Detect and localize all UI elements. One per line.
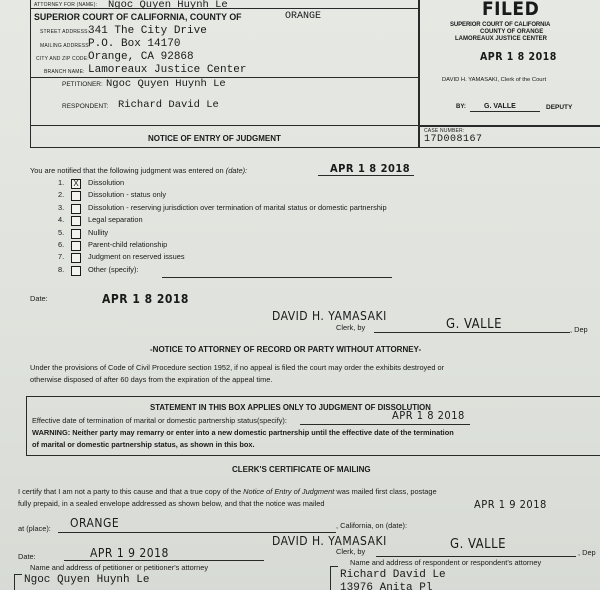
option-checkbox[interactable] bbox=[71, 229, 81, 239]
filed-by-name: G. VALLE bbox=[484, 103, 516, 110]
notice-title: NOTICE OF ENTRY OF JUDGMENT bbox=[148, 134, 281, 143]
option-checkbox[interactable] bbox=[71, 241, 81, 251]
option-checkbox[interactable] bbox=[71, 253, 81, 263]
notice-attorney-line1: Under the provisions of Code of Civil Procedure section 1952, if no appeal is filed the court may order the exhibits destroyed or bbox=[30, 363, 445, 372]
option-number: 3. bbox=[58, 202, 65, 212]
notice-attorney-title: -NOTICE TO ATTORNEY OF RECORD OR PARTY WITHOUT ATTORNEY- bbox=[150, 345, 422, 354]
statement-title: STATEMENT IN THIS BOX APPLIES ONLY TO JUDGMENT OF DISSOLUTION bbox=[150, 403, 431, 412]
option-label: Legal separation bbox=[88, 215, 143, 225]
cert-deputy-name: G. VALLE bbox=[450, 537, 507, 552]
petitioner-name: Ngoc Quyen Huynh Le bbox=[106, 78, 226, 90]
option-label: Parent-child relationship bbox=[88, 240, 168, 249]
option-checkbox[interactable] bbox=[71, 266, 81, 276]
city-zip: Orange, CA 92868 bbox=[88, 51, 194, 63]
respondent-address-partial: 13976 Anita Pl bbox=[340, 582, 433, 590]
option-label: Dissolution - status only bbox=[88, 190, 167, 200]
petitioner-attorney-name: Ngoc Quyen Huynh Le bbox=[24, 574, 150, 586]
respondent-name: Richard David Le bbox=[118, 99, 219, 111]
street-address: 341 The City Drive bbox=[88, 25, 207, 37]
petitioner-attorney-label: Name and address of petitioner or petitioner's attorney bbox=[30, 563, 209, 572]
option-number: 1. bbox=[58, 178, 65, 187]
notice-attorney-line2: otherwise disposed of after 60 days from the expiration of the appeal time. bbox=[30, 375, 273, 384]
filed-branch: LAMOREAUX JUSTICE CENTER bbox=[455, 36, 548, 42]
branch-label: BRANCH NAME: bbox=[44, 69, 85, 75]
date-label: Date: bbox=[30, 294, 48, 303]
filed-deputy: DEPUTY bbox=[546, 104, 573, 111]
filed-clerk: DAVID H. YAMASAKI, Clerk of the Court bbox=[442, 77, 547, 83]
case-number-label: CASE NUMBER: bbox=[424, 128, 465, 134]
mailing-place: ORANGE bbox=[70, 516, 120, 530]
option-checkbox[interactable] bbox=[71, 204, 81, 214]
filed-court: SUPERIOR COURT OF CALIFORNIA bbox=[450, 22, 551, 28]
deputy-name: G. VALLE bbox=[446, 317, 503, 332]
option-number: 8. bbox=[58, 264, 65, 274]
option-number: 6. bbox=[58, 240, 65, 249]
option-number: 5. bbox=[58, 227, 65, 237]
mailing-label: MAILING ADDRESS: bbox=[40, 43, 91, 49]
certificate-title: CLERK'S CERTIFICATE OF MAILING bbox=[232, 465, 371, 474]
filed-stamp: FILED bbox=[482, 0, 540, 20]
warning-line2: of marital or domestic partnership status, as shown in this box. bbox=[32, 440, 255, 449]
city-label: CITY AND ZIP CODE: bbox=[36, 56, 89, 62]
filed-county: COUNTY OF ORANGE bbox=[480, 29, 544, 35]
option-checkbox[interactable] bbox=[71, 191, 81, 201]
certificate-line1: I certify that I am not a party to this cause and that a true copy of the Notice of Entry of Judgment was mailed first class, postage bbox=[18, 487, 437, 496]
effective-label: Effective date of termination of marital or domestic partnership status(specify): bbox=[32, 416, 287, 425]
filed-by-label: BY: bbox=[456, 104, 466, 110]
at-place-label: at (place): bbox=[18, 524, 51, 533]
warning-line1: WARNING: Neither party may remarry or enter into a new domestic partnership until the effective date of the termination bbox=[32, 428, 454, 437]
attorney-for-label: ATTORNEY FOR (NAME): bbox=[34, 2, 98, 8]
judgment-intro: You are notified that the following judgment was entered on (date): bbox=[30, 166, 248, 175]
option-number: 2. bbox=[58, 190, 65, 200]
cert-clerk-by: Clerk, by bbox=[336, 547, 366, 556]
mailed-date: APR 1 9 2018 bbox=[474, 498, 547, 511]
option-label: Judgment on reserved issues bbox=[88, 252, 185, 262]
option-checkbox[interactable]: X bbox=[71, 179, 81, 189]
option-label: Other (specify): bbox=[88, 264, 139, 274]
street-label: STREET ADDRESS: bbox=[40, 29, 90, 35]
mailing-address: P.O. Box 14170 bbox=[88, 38, 181, 50]
cert-clerk-name: DAVID H. YAMASAKI bbox=[272, 534, 387, 548]
option-number: 7. bbox=[58, 252, 65, 262]
county-name: ORANGE bbox=[285, 11, 322, 22]
option-label: Nullity bbox=[88, 227, 109, 237]
respondent-label: RESPONDENT: bbox=[62, 103, 109, 110]
cert-date-label: Date: bbox=[18, 552, 36, 561]
option-number: 4. bbox=[58, 215, 65, 225]
judgment-date: APR 1 8 2018 bbox=[330, 162, 411, 175]
court-title: SUPERIOR COURT OF CALIFORNIA, COUNTY OF bbox=[34, 12, 242, 22]
option-label: Dissolution bbox=[88, 178, 125, 187]
respondent-attorney-label: Name and address of respondent or respondent's attorney bbox=[350, 558, 542, 567]
effective-date: APR 1 8 2018 bbox=[392, 409, 465, 422]
california-on-label: , California, on (date): bbox=[336, 521, 408, 530]
case-number: 17D008167 bbox=[424, 134, 483, 145]
attorney-name: Ngoc Quyen Huynh Le bbox=[108, 0, 228, 11]
respondent-attorney-name: Richard David Le bbox=[340, 569, 446, 581]
cert-date: APR 1 9 2018 bbox=[90, 546, 169, 560]
petitioner-label: PETITIONER: bbox=[62, 81, 103, 88]
option-checkbox[interactable] bbox=[71, 216, 81, 226]
filed-date: APR 1 8 2018 bbox=[480, 51, 557, 63]
clerk-by-label: Clerk, by bbox=[336, 323, 366, 332]
clerk-name: DAVID H. YAMASAKI bbox=[272, 309, 387, 323]
branch-name: Lamoreaux Justice Center bbox=[88, 64, 247, 76]
deputy-suffix: , Dep bbox=[570, 325, 588, 334]
option-label: Dissolution - reserving jurisdiction over termination of marital status or domestic partnership bbox=[88, 202, 387, 212]
judgment-entry-date: APR 1 8 2018 bbox=[102, 292, 189, 306]
cert-deputy-suffix: , Dep bbox=[578, 548, 596, 557]
certificate-line2: fully prepaid, in a sealed envelope addressed as shown below, and that the notice was mailed bbox=[18, 499, 325, 508]
